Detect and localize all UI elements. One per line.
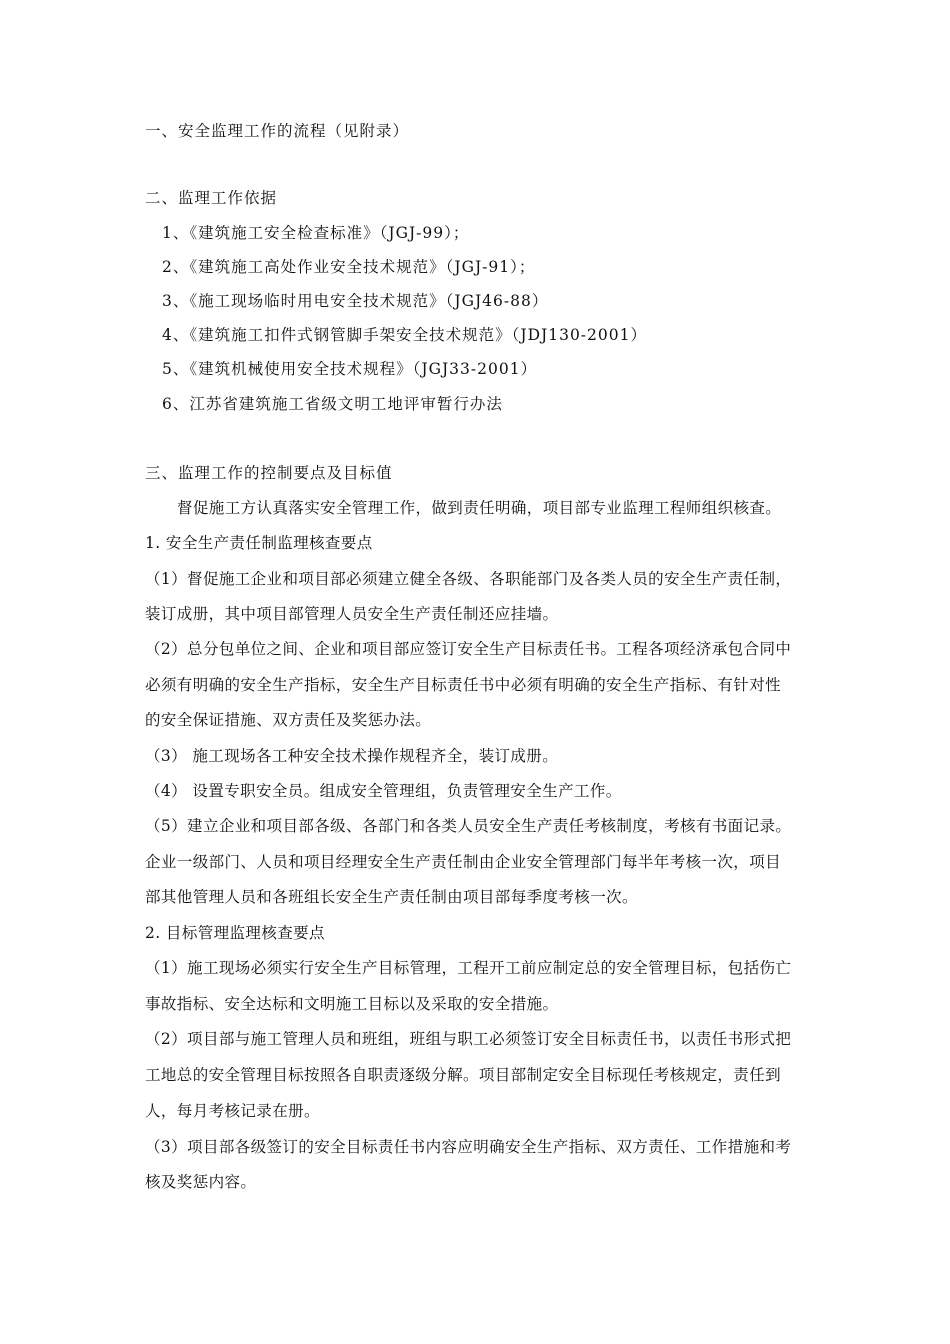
body-line: 工地总的安全管理目标按照各自职责逐级分解。项目部制定安全目标现任考核规定，责任到 xyxy=(145,1066,782,1084)
body-line: （5）建立企业和项目部各级、各部门和各类人员安全生产责任考核制度，考核有书面记录。 xyxy=(145,817,792,835)
body-line: 人，每月考核记录在册。 xyxy=(145,1102,320,1120)
body-line: （4） 设置专职安全员。组成安全管理组，负责管理安全生产工作。 xyxy=(145,782,622,800)
body-line: 的安全保证措施、双方责任及奖惩办法。 xyxy=(145,711,432,729)
section-1-heading: 一、安全监理工作的流程（见附录） xyxy=(145,122,410,140)
reference-item: 5、《建筑机械使用安全技术规程》（JGJ33-2001） xyxy=(162,360,538,378)
reference-item: 3、《施工现场临时用电安全技术规范》（JGJ46-88） xyxy=(162,292,549,310)
body-line: （3）项目部各级签订的安全目标责任书内容应明确安全生产指标、双方责任、工作措施和考 xyxy=(145,1138,792,1156)
body-line: 事故指标、安全达标和文明施工目标以及采取的安全措施。 xyxy=(145,995,559,1013)
section-3-intro: 督促施工方认真落实安全管理工作，做到责任明确，项目部专业监理工程师组织核查。 xyxy=(177,499,782,517)
reference-item: 6、江苏省建筑施工省级文明工地评审暂行办法 xyxy=(162,395,503,413)
body-line: 必须有明确的安全生产指标，安全生产目标责任书中必须有明确的安全生产指标、有针对性 xyxy=(145,676,782,694)
body-line: 部其他管理人员和各班组长安全生产责任制由项目部每季度考核一次。 xyxy=(145,888,638,906)
body-line: 核及奖惩内容。 xyxy=(145,1173,257,1191)
section-2-heading: 二、监理工作依据 xyxy=(145,189,278,207)
reference-item: 1、《建筑施工安全检查标准》（JGJ-99）； xyxy=(162,224,470,242)
section-3-heading: 三、监理工作的控制要点及目标值 xyxy=(145,464,393,482)
body-line: （1）施工现场必须实行安全生产目标管理，工程开工前应制定总的安全管理目标，包括伤亡 xyxy=(145,959,792,977)
reference-item: 4、《建筑施工扣件式钢管脚手架安全技术规范》（JDJ130-2001） xyxy=(162,326,647,344)
body-line: （2）项目部与施工管理人员和班组，班组与职工必须签订安全目标责任书，以责任书形式把 xyxy=(145,1030,792,1048)
subsection-1-title: 1. 安全生产责任制监理核查要点 xyxy=(145,534,373,552)
body-line: 装订成册，其中项目部管理人员安全生产责任制还应挂墙。 xyxy=(145,605,559,623)
body-line: （1）督促施工企业和项目部必须建立健全各级、各职能部门及各类人员的安全生产责任制， xyxy=(145,570,792,588)
reference-item: 2、《建筑施工高处作业安全技术规范》（JGJ-91）； xyxy=(162,258,536,276)
subsection-2-title: 2. 目标管理监理核查要点 xyxy=(145,924,325,942)
body-line: 企业一级部门、人员和项目经理安全生产责任制由企业安全管理部门每半年考核一次，项目 xyxy=(145,853,782,871)
body-line: （2）总分包单位之间、企业和项目部应签订安全生产目标责任书。工程各项经济承包合同中 xyxy=(145,640,792,658)
body-line: （3） 施工现场各工种安全技术操作规程齐全，装订成册。 xyxy=(145,747,559,765)
